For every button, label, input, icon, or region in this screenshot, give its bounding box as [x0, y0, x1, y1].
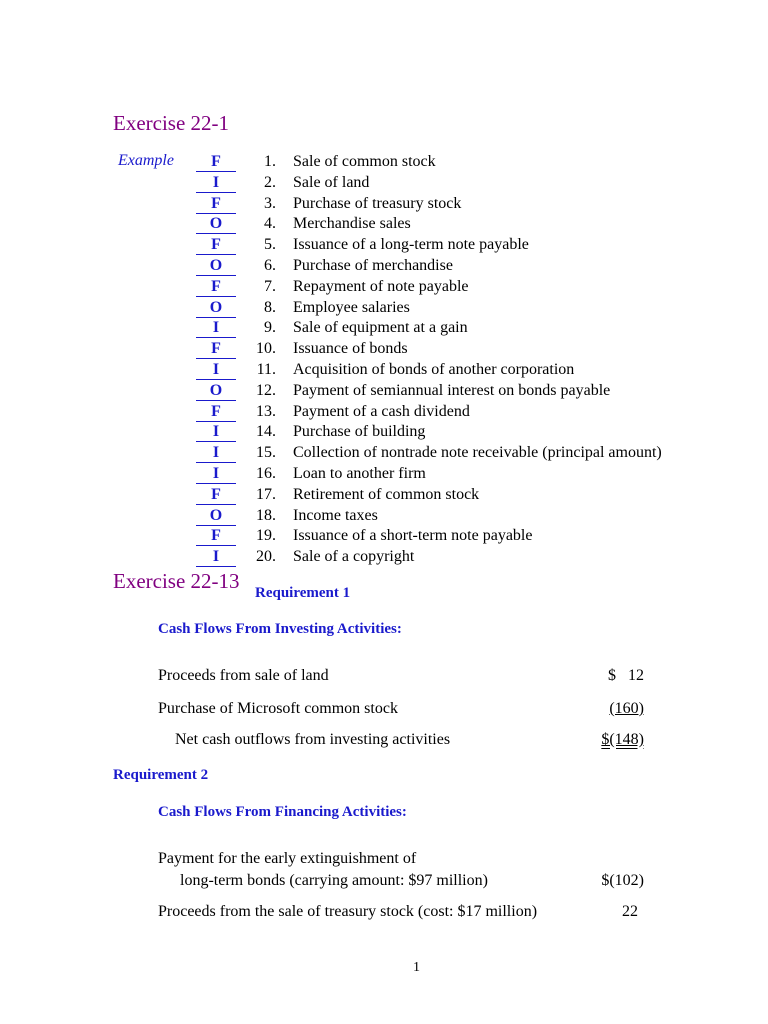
- item-description: Retirement of common stock: [293, 485, 480, 503]
- answer-blank: O: [196, 256, 236, 276]
- requirement-2-label: Requirement 2: [113, 767, 209, 783]
- item-number: 9.: [264, 319, 276, 337]
- answer-blank: F: [196, 402, 236, 422]
- answer-blank: I: [196, 547, 236, 567]
- financing-heading: Cash Flows From Financing Activities:: [158, 804, 407, 820]
- item-description: Collection of nontrade note receivable (principal amount): [293, 444, 662, 462]
- answer-blank: F: [196, 339, 236, 359]
- item-number: 12.: [256, 381, 276, 399]
- answer-blank: I: [196, 422, 236, 442]
- answer-blank: O: [196, 298, 236, 318]
- item-description: Sale of common stock: [293, 153, 436, 170]
- item-number: 1.: [264, 153, 276, 170]
- item-description: Payment of a cash dividend: [293, 402, 470, 420]
- land-proceeds-amount: $ 12: [608, 667, 644, 684]
- net-investing-label: Net cash outflows from investing activities: [175, 731, 451, 748]
- answer-blank: F: [196, 152, 236, 172]
- page-number: 1: [413, 960, 420, 975]
- item-number: 15.: [256, 444, 276, 462]
- item-description: Merchandise sales: [293, 215, 411, 233]
- requirement-1-label: Requirement 1: [255, 585, 351, 601]
- item-description: Acquisition of bonds of another corporation: [293, 360, 575, 378]
- item-number: 14.: [256, 423, 276, 441]
- investing-heading: Cash Flows From Investing Activities:: [158, 621, 402, 637]
- bonds-label-line1: Payment for the early extinguishment of: [158, 850, 417, 867]
- answer-blank: F: [196, 485, 236, 505]
- answer-blank: O: [196, 214, 236, 234]
- bonds-label-line2: long-term bonds (carrying amount: $97 million): [180, 872, 488, 889]
- answer-blank: I: [196, 464, 236, 484]
- item-number: 20.: [256, 548, 276, 566]
- exercise-22-13-title: Exercise 22-13: [113, 569, 240, 593]
- treasury-proceeds-label: Proceeds from the sale of treasury stock (cost: $17 million): [158, 903, 538, 920]
- example-label: Example: [118, 152, 174, 169]
- item-number: 11.: [256, 360, 276, 378]
- item-description: Employee salaries: [293, 298, 410, 316]
- answer-blank: F: [196, 277, 236, 297]
- item-description: Repayment of note payable: [293, 277, 469, 295]
- item-description: Issuance of a short-term note payable: [293, 527, 533, 545]
- answer-blank: I: [196, 318, 236, 338]
- item-number: 17.: [256, 485, 276, 503]
- item-number: 13.: [256, 402, 276, 420]
- item-description: Purchase of treasury stock: [293, 194, 462, 212]
- msft-purchase-label: Purchase of Microsoft common stock: [158, 700, 398, 717]
- answer-blank: I: [196, 443, 236, 463]
- answer-blank: O: [196, 506, 236, 526]
- item-number: 4.: [264, 215, 276, 233]
- item-description: Purchase of merchandise: [293, 256, 453, 274]
- answer-blank: I: [196, 173, 236, 193]
- item-number: 16.: [256, 464, 276, 482]
- item-number: 6.: [264, 256, 276, 274]
- item-description: Loan to another firm: [293, 464, 426, 482]
- item-description: Issuance of bonds: [293, 340, 408, 358]
- item-number: 8.: [264, 298, 276, 316]
- item-number: 10.: [256, 340, 276, 358]
- item-number: 3.: [264, 194, 276, 212]
- answer-blank: F: [196, 235, 236, 255]
- item-description: Income taxes: [293, 506, 378, 524]
- msft-purchase-amount: (160): [609, 700, 644, 717]
- answer-blank: I: [196, 360, 236, 380]
- item-number: 7.: [264, 277, 276, 295]
- item-description: Purchase of building: [293, 423, 426, 441]
- net-investing-amount: $(148): [601, 731, 644, 748]
- answer-blank: F: [196, 194, 236, 214]
- item-number: 2.: [264, 173, 276, 191]
- item-description: Sale of equipment at a gain: [293, 319, 468, 337]
- land-proceeds-label: Proceeds from sale of land: [158, 667, 329, 684]
- answer-blank: O: [196, 381, 236, 401]
- item-description: Payment of semiannual interest on bonds payable: [293, 381, 611, 399]
- item-number: 18.: [256, 506, 276, 524]
- item-number: 5.: [264, 236, 276, 254]
- item-description: Sale of a copyright: [293, 548, 415, 566]
- item-description: Issuance of a long-term note payable: [293, 236, 529, 254]
- treasury-proceeds-amount: 22: [622, 903, 638, 920]
- item-number: 19.: [256, 527, 276, 545]
- bonds-amount: $(102): [601, 872, 644, 889]
- answer-blank: F: [196, 526, 236, 546]
- item-description: Sale of land: [293, 173, 370, 191]
- exercise-22-1-title: Exercise 22-1: [113, 111, 230, 135]
